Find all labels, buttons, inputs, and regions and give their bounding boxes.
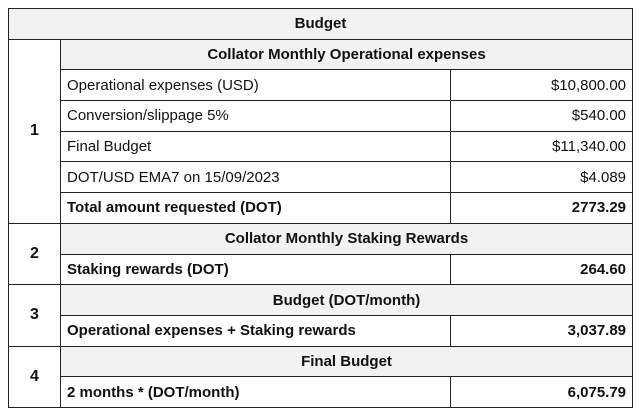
total-row — [9, 377, 633, 408]
section-header-row — [9, 223, 633, 254]
row-label: Conversion/slippage 5% — [61, 101, 451, 132]
row-label: Operational expenses + Staking rewards — [61, 315, 451, 346]
section-header-row — [9, 39, 633, 70]
section-header: Collator Monthly Staking Rewards — [61, 223, 633, 254]
total-row — [9, 315, 633, 346]
row-value: $10,800.00 — [451, 70, 633, 101]
budget-table — [8, 8, 633, 408]
row-value: 3,037.89 — [451, 315, 633, 346]
row-value: 6,075.79 — [451, 377, 633, 408]
table-row — [9, 70, 633, 101]
row-value: $11,340.00 — [451, 131, 633, 162]
row-value: $4.089 — [451, 162, 633, 193]
title-row — [9, 9, 633, 40]
row-label: Final Budget — [61, 131, 451, 162]
row-value: 2773.29 — [451, 193, 633, 224]
row-label: DOT/USD EMA7 on 15/09/2023 — [61, 162, 451, 193]
section-number: 4 — [9, 346, 61, 407]
section-number: 3 — [9, 285, 61, 346]
total-row — [9, 193, 633, 224]
row-label: 2 months * (DOT/month) — [61, 377, 451, 408]
section-header-row — [9, 346, 633, 377]
row-value: $540.00 — [451, 101, 633, 132]
section-header: Collator Monthly Operational expenses — [61, 39, 633, 70]
section-header: Final Budget — [61, 346, 633, 377]
table-row — [9, 101, 633, 132]
table-title: Budget — [9, 9, 633, 40]
total-row — [9, 254, 633, 285]
table-row — [9, 162, 633, 193]
row-value: 264.60 — [451, 254, 633, 285]
row-label: Total amount requested (DOT) — [61, 193, 451, 224]
row-label: Operational expenses (USD) — [61, 70, 451, 101]
section-header: Budget (DOT/month) — [61, 285, 633, 316]
table-row — [9, 131, 633, 162]
section-header-row — [9, 285, 633, 316]
section-number: 1 — [9, 39, 61, 223]
section-number: 2 — [9, 223, 61, 284]
row-label: Staking rewards (DOT) — [61, 254, 451, 285]
